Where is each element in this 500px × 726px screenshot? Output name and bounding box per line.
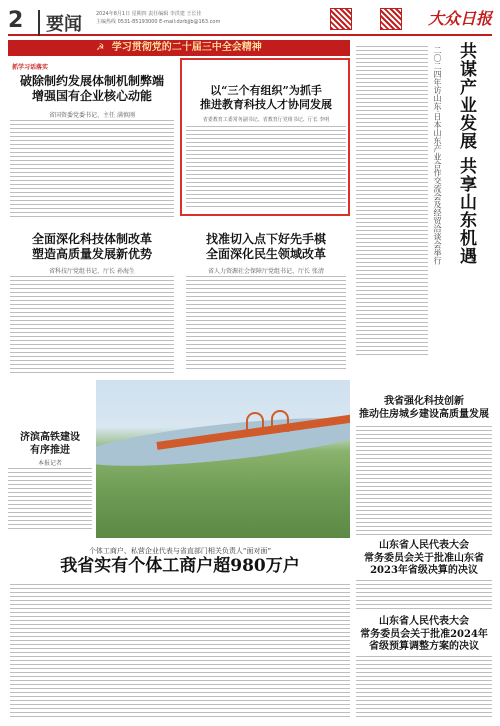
article-body — [186, 276, 346, 372]
meta-line-1: 2024年8月1日 星期四 责任编辑 李洪建 王长佳 — [96, 11, 202, 17]
headline: 我省实有个体工商户超980万户 — [60, 556, 300, 576]
headline: 山东省人民代表大会 常务委员会关于批准2024年 省级预算调整方案的决议 — [360, 616, 488, 652]
article-body — [356, 656, 492, 720]
byline: 省国资委党委书记、主任 满慎刚 — [49, 112, 135, 119]
headline-kicker: 个体工商户、私营企业代表与省直部门相关负责人“面对面” — [88, 547, 272, 555]
photo-credit: 本报记者 — [37, 460, 62, 467]
bridge-arch-shape — [271, 410, 289, 432]
column-tag: 抓学习话落实 — [12, 64, 49, 71]
article-body — [10, 120, 174, 220]
article-body — [10, 276, 174, 376]
byline: 省人力资源社会保障厅党组书记、厅长 张清 — [208, 268, 324, 275]
qr-code-icon — [330, 8, 352, 30]
headline: 全面深化科技体制改革 塑造高质量发展新优势 — [31, 232, 152, 261]
bridge-arch-shape — [246, 412, 264, 434]
masthead — [8, 6, 492, 36]
river-shape — [96, 408, 350, 475]
banner-text: 学习贯彻党的二十届三中全会精神 — [111, 42, 262, 53]
vertical-headline: 共谋产业发展 共享山东机遇 — [456, 42, 476, 265]
headline: 找准切入点下好先手棋 全面深化民生领域改革 — [205, 232, 326, 261]
meta-line-2: 主编热线 0531-85193000 E-mail:dzrbjjb@163.com — [96, 19, 221, 25]
photo-caption-body — [8, 468, 92, 532]
page-number: 2 — [8, 8, 24, 33]
article-body — [186, 126, 346, 210]
headline: 山东省人民代表大会 常务委员会关于批准山东省 2023年省级决算的决议 — [364, 540, 484, 576]
article-body — [356, 46, 428, 358]
byline: 省科技厅党组书记、厅长 孙海生 — [49, 268, 135, 275]
rail-bridge-photo — [96, 380, 350, 538]
headline: 以“三个有组织”为抓手 推进教育科技人才协同发展 — [200, 84, 332, 111]
party-emblem-icon: ☭ — [96, 43, 105, 53]
photo-headline: 济滨高铁建设 有序推进 — [20, 432, 80, 456]
brand-logo: 大众日报 — [427, 9, 492, 28]
byline: 省委教育工委常务副书记、省教育厅党组书记、厅长 李明 — [202, 117, 330, 123]
article-body — [356, 426, 492, 536]
headline: 我省强化科技创新 推动住房城乡建设高质量发展 — [359, 396, 489, 420]
vertical-subtitle: 二〇二四年访山东·日本山东产业合作交流会及经贸洽谈会举行 — [433, 46, 442, 265]
article-body — [10, 584, 350, 720]
masthead-meta — [96, 10, 220, 26]
qr-code-icon — [380, 8, 402, 30]
section-title: 要闻 — [38, 10, 82, 36]
headline: 破除制约发展体制机制弊端 增强国有企业核心动能 — [19, 74, 164, 103]
article-body — [356, 580, 492, 610]
special-banner — [8, 40, 350, 56]
